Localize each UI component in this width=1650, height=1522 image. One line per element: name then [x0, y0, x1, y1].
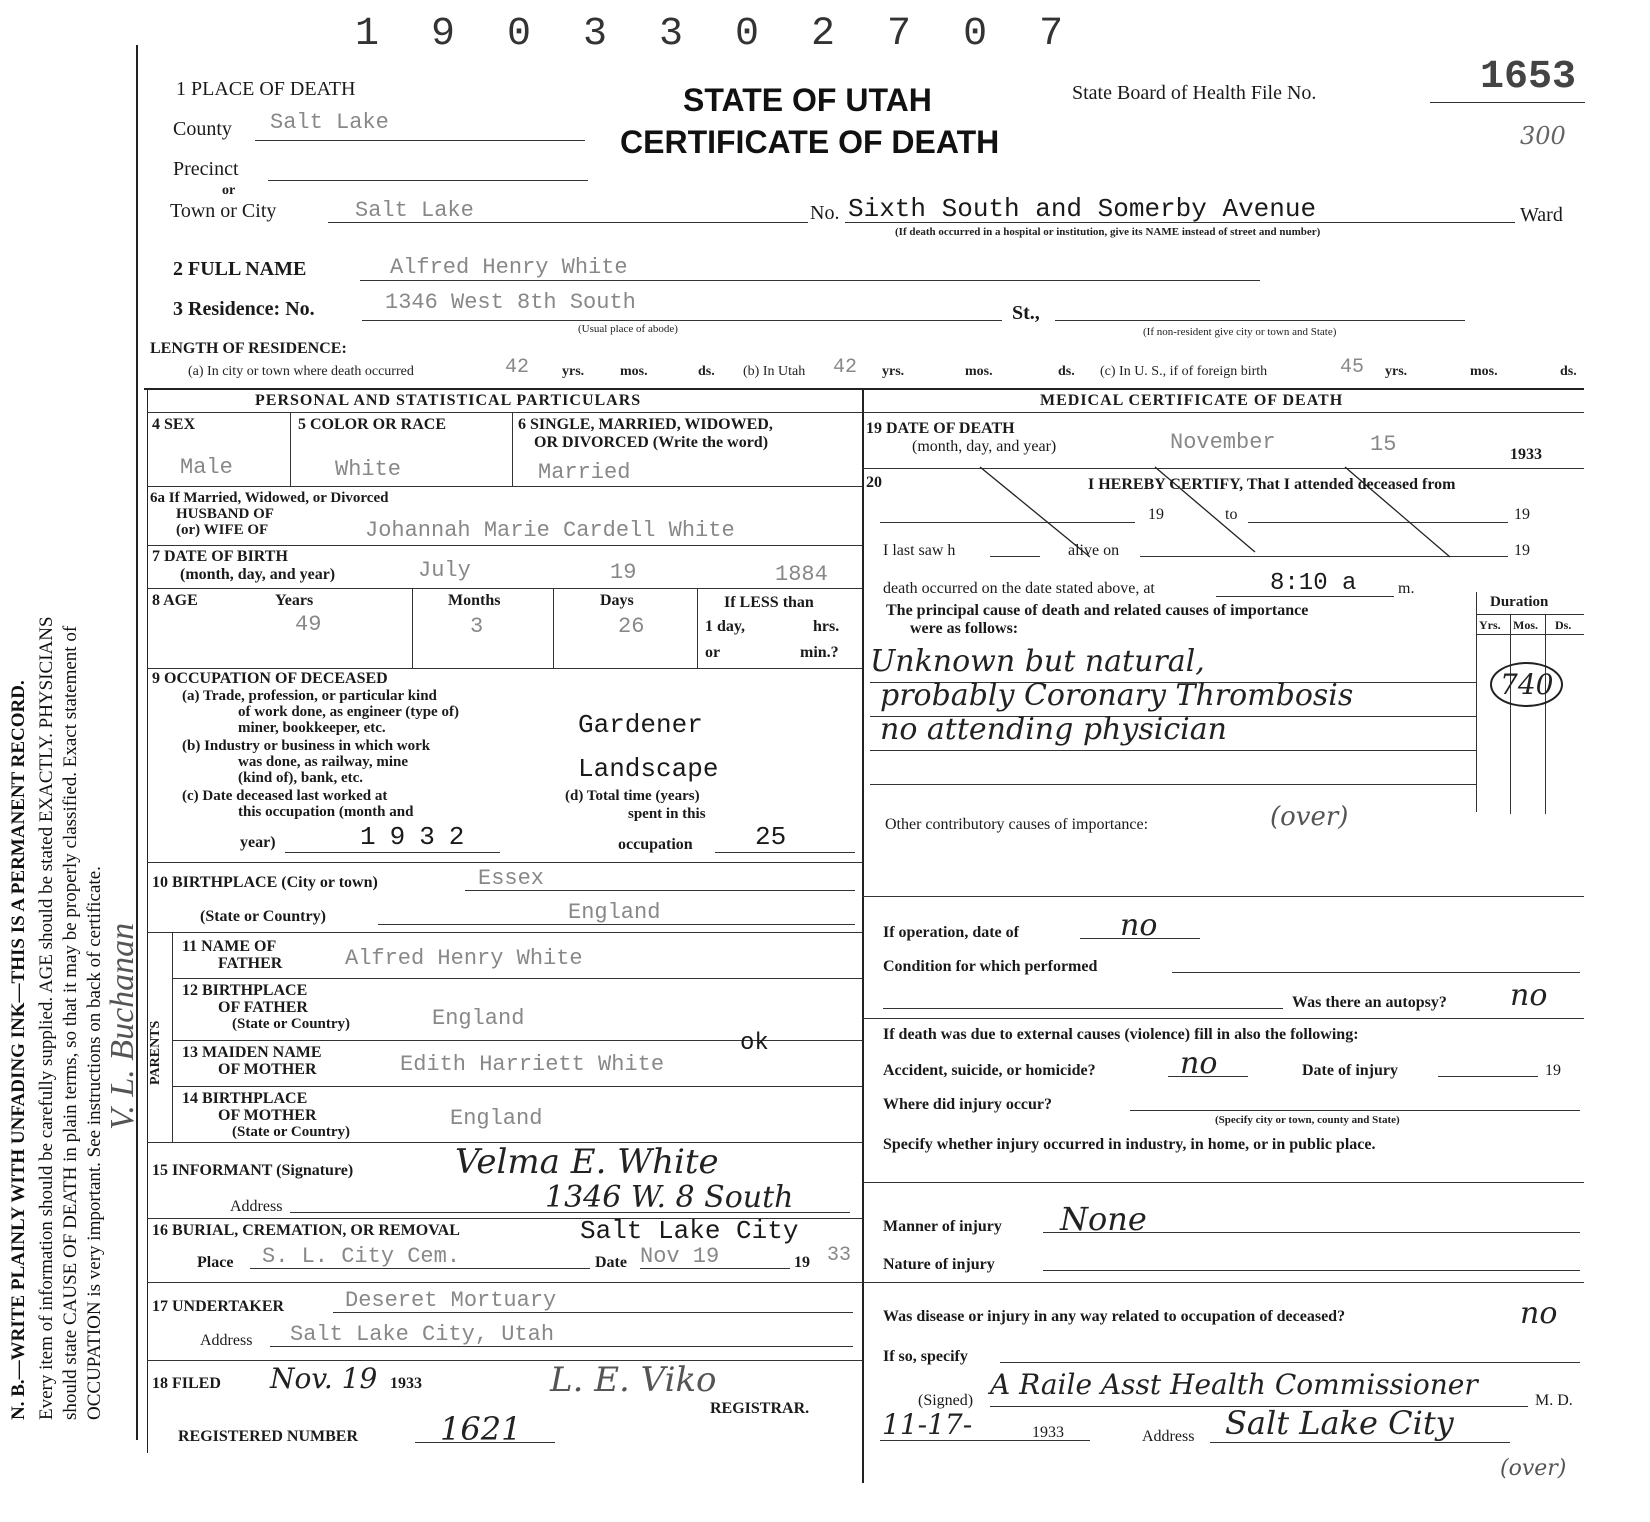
occ-b-label-3: (kind of), bank, etc.: [238, 770, 364, 786]
registrar-label: REGISTRAR.: [710, 1400, 810, 1417]
informant-signature: Velma E. White: [455, 1142, 719, 1182]
accident-label: Accident, suicide, or homicide?: [883, 1062, 1096, 1079]
father-bp-label-3: (State or Country): [232, 1016, 351, 1032]
duration-ds-label: Ds.: [1555, 618, 1572, 632]
filed-year: 1933: [390, 1375, 422, 1392]
or-min-label: or: [705, 644, 721, 661]
side-note-line1: N. B.—WRITE PLAINLY WITH UNFADING INK—THIS IS A PERMANENT RECORD.: [8, 680, 29, 1420]
related-label: Was disease or injury in any way related to occupation of deceased?: [883, 1308, 1346, 1325]
town-label: Town or City: [170, 200, 277, 222]
burial-value: Salt Lake City: [580, 1216, 799, 1246]
duration-mos-label: Mos.: [1513, 618, 1538, 632]
father-label-2: FATHER: [218, 955, 283, 972]
age-label: 8 AGE: [152, 592, 198, 609]
to-label: to: [1225, 506, 1238, 523]
hospital-note: (If death occurred in a hospital or institution, give its NAME instead of street and number): [895, 226, 1321, 238]
occ-b-label-2: was done, as railway, mine: [238, 754, 409, 770]
birthplace-state-label: (State or Country): [200, 908, 326, 925]
occupation-trade: Gardener: [578, 710, 703, 740]
certify-number: 20: [866, 474, 882, 491]
occupation-label: 9 OCCUPATION OF DECEASED: [152, 670, 388, 687]
yrs-label-b: yrs.: [882, 364, 905, 379]
physician-address: Salt Lake City: [1225, 1404, 1454, 1442]
informant-address-label: Address: [230, 1198, 283, 1215]
dod-year: 1933: [1510, 446, 1542, 463]
informant-label: 15 INFORMANT (Signature): [152, 1162, 354, 1179]
manner-label: Manner of injury: [883, 1218, 1002, 1235]
occ-a-label-1: (a) Trade, profession, or particular kind: [182, 688, 437, 704]
filed-date: Nov. 19: [270, 1362, 378, 1395]
color-label: 5 COLOR OR RACE: [298, 416, 447, 433]
dob-label-1: 7 DATE OF BIRTH: [152, 548, 288, 565]
father-name: Alfred Henry White: [345, 946, 583, 971]
burial-place-label: Place: [197, 1254, 234, 1271]
or-label: or: [222, 183, 236, 198]
registered-number: 1621: [440, 1410, 522, 1448]
father-bp-label-2: OF FATHER: [218, 999, 308, 1016]
personal-header: PERSONAL AND STATISTICAL PARTICULARS: [255, 392, 642, 409]
occ-d-label-2: spent in this: [628, 806, 706, 822]
mother-name: Edith Harriett White: [400, 1052, 665, 1077]
occ-c-label-2: this occupation (month and: [238, 804, 414, 820]
age-years: 49: [295, 612, 322, 637]
strike-lines: [970, 462, 1260, 562]
mos-label-c: mos.: [1470, 364, 1498, 379]
burial-date-label: Date: [595, 1254, 627, 1271]
usual-abode-note: (Usual place of abode): [578, 323, 678, 335]
place-label: 1 PLACE OF DEATH: [176, 78, 356, 100]
residence-label: 3 Residence: No.: [173, 298, 315, 320]
side-note-line2: Every item of information should be carefully supplied. AGE should be stated EXACTLY. PHYSICIANS: [36, 616, 57, 1420]
yrs-label-c: yrs.: [1385, 364, 1408, 379]
occ-c-label-3: year): [240, 834, 276, 851]
less-label: If LESS than: [724, 594, 814, 611]
marital-value: Married: [538, 460, 631, 485]
street-label: St.,: [1012, 302, 1040, 324]
specify-injury-label: Specify whether injury occurred in industry, in home, or in public place.: [883, 1136, 1376, 1153]
side-note-line3: should state CAUSE OF DEATH in plain terms, so that it may be properly classified. Exact statement of: [60, 625, 81, 1420]
injury-year-label: 19: [1545, 1062, 1561, 1079]
mother-bp-label-3: (State or Country): [232, 1124, 351, 1140]
operation-value: no: [1120, 908, 1158, 943]
nature-label: Nature of injury: [883, 1256, 995, 1273]
sex-value: Male: [180, 455, 233, 480]
birthplace-state: England: [568, 900, 661, 925]
medical-header: MEDICAL CERTIFICATE OF DEATH: [1040, 392, 1344, 409]
occ-d-label-1: (d) Total time (years): [565, 788, 700, 804]
undertaker-label: 17 UNDERTAKER: [152, 1298, 285, 1315]
burial-date: Nov 19: [640, 1244, 720, 1269]
if-so-label: If so, specify: [883, 1348, 968, 1365]
marital-label-1: 6 SINGLE, MARRIED, WIDOWED,: [518, 416, 773, 433]
dob-year: 1884: [775, 562, 828, 587]
certify-statement: I HEREBY CERTIFY, That I attended deceased from: [1088, 476, 1456, 493]
fullname-value: Alfred Henry White: [390, 255, 628, 280]
ds-label-b: ds.: [1058, 364, 1075, 379]
autopsy-label: Was there an autopsy?: [1292, 994, 1447, 1011]
hrs-label: hrs.: [813, 618, 840, 635]
residence-value: 1346 West 8th South: [385, 290, 636, 315]
signed-label: (Signed): [918, 1392, 974, 1409]
age-months: 3: [470, 614, 484, 639]
registrar-signature: L. E. Viko: [550, 1360, 717, 1400]
dod-label-2: (month, day, and year): [912, 438, 1057, 455]
related-value: no: [1520, 1296, 1558, 1331]
precinct-label: Precinct: [173, 158, 239, 180]
spouse-value: Johannah Marie Cardell White: [365, 518, 735, 543]
file-label: State Board of Health File No.: [1072, 82, 1317, 104]
duration-yrs-label: Yrs.: [1479, 618, 1501, 632]
mos-label-b: mos.: [965, 364, 993, 379]
no-label: No.: [810, 202, 840, 224]
ok-mark: ok: [740, 1030, 769, 1057]
cause-line-2: probably Coronary Thrombosis: [880, 678, 1354, 713]
undertaker-address-label: Address: [200, 1332, 253, 1349]
occurred-label: death occurred on the date stated above, at: [883, 580, 1155, 597]
length-label: LENGTH OF RESIDENCE:: [150, 340, 347, 357]
length-utah-value: 42: [833, 356, 858, 379]
dod-label-1: 19 DATE OF DEATH: [866, 420, 1015, 437]
county-value: Salt Lake: [270, 110, 389, 135]
ward-label: Ward: [1520, 204, 1563, 226]
filed-label: 18 FILED: [152, 1375, 221, 1392]
cause-line-3: no attending physician: [880, 712, 1227, 747]
dob-day: 19: [610, 560, 637, 585]
occ-d-label-3: occupation: [618, 836, 693, 853]
where-injury-label: Where did injury occur?: [883, 1096, 1053, 1113]
town-value: Salt Lake: [355, 198, 474, 223]
alive-year-label: 19: [1514, 542, 1530, 559]
mother-bp-label-1: 14 BIRTHPLACE: [182, 1090, 308, 1107]
place-address: Sixth South and Somerby Avenue: [848, 194, 1317, 224]
physician-address-label: Address: [1142, 1428, 1195, 1445]
burial-year: 33: [827, 1244, 852, 1267]
title-certificate: CERTIFICATE OF DEATH: [620, 124, 1000, 160]
cause-label-1: The principal cause of death and related causes of importance: [886, 602, 1309, 619]
to-year-label: 19: [1514, 506, 1530, 523]
spouse-label-1: 6a If Married, Widowed, or Divorced: [150, 490, 389, 506]
undertaker-address: Salt Lake City, Utah: [290, 1322, 555, 1347]
length-city-label: (a) In city or town where death occurred: [188, 364, 414, 379]
burial-place: S. L. City Cem.: [262, 1244, 461, 1269]
form-left-border: [136, 45, 138, 1440]
ds-label-a: ds.: [698, 364, 715, 379]
file-subnumber: 300: [1520, 122, 1566, 150]
occ-a-label-3: miner, bookkeeper, etc.: [238, 720, 386, 736]
informant-address: 1346 W. 8 South: [545, 1180, 794, 1215]
occupation-years: 25: [755, 822, 787, 852]
alive-on-label: alive on: [1068, 542, 1120, 559]
marital-label-2: OR DIVORCED (Write the word): [534, 434, 769, 451]
length-utah-label: (b) In Utah: [743, 364, 806, 379]
occ-a-label-2: of work done, as engineer (type of): [238, 704, 459, 720]
injury-date-label: Date of injury: [1302, 1062, 1398, 1079]
manner-value: None: [1060, 1200, 1147, 1238]
dob-label-2: (month, day, and year): [180, 566, 336, 583]
length-us-value: 45: [1340, 356, 1365, 379]
birthplace-label: 10 BIRTHPLACE (City or town): [152, 874, 378, 891]
dob-month: July: [418, 558, 471, 583]
min-label: min.?: [800, 644, 839, 661]
days-label: Days: [600, 592, 634, 609]
parents-label: PARENTS: [148, 1020, 163, 1085]
dod-day: 15: [1370, 432, 1397, 457]
mother-bp-label-2: OF MOTHER: [218, 1107, 317, 1124]
nonresident-note: (If non-resident give city or town and State): [1143, 326, 1337, 338]
father-bp-label-1: 12 BIRTHPLACE: [182, 982, 308, 999]
death-time: 8:10 a: [1270, 570, 1357, 597]
fullname-label: 2 FULL NAME: [173, 258, 307, 280]
burial-label: 16 BURIAL, CREMATION, OR REMOVAL: [152, 1222, 460, 1239]
md-label: M. D.: [1535, 1392, 1573, 1409]
mother-label-1: 13 MAIDEN NAME: [182, 1044, 322, 1061]
cause-code: 740: [1490, 662, 1563, 707]
last-worked-year: 1932: [360, 822, 479, 852]
over-note: (over): [1500, 1456, 1567, 1481]
spouse-label-3: (or) WIFE OF: [176, 522, 269, 538]
autopsy-value: no: [1510, 978, 1548, 1013]
cause-line-1: Unknown but natural,: [870, 644, 1205, 679]
from-year-label: 19: [1148, 506, 1164, 523]
cause-label-2: were as follows:: [910, 620, 1019, 637]
color-value: White: [335, 457, 402, 482]
length-city-value: 42: [505, 356, 530, 379]
side-note-line4: OCCUPATION is very important. See instructions on back of certificate.: [84, 866, 105, 1420]
mother-birthplace: England: [450, 1106, 543, 1131]
external-causes-label: If death was due to external causes (violence) fill in also the following:: [883, 1026, 1359, 1043]
occupation-industry: Landscape: [578, 754, 719, 784]
dod-month: November: [1170, 430, 1276, 455]
accident-value: no: [1180, 1046, 1218, 1081]
file-number: 1653: [1480, 55, 1577, 100]
county-label: County: [173, 118, 232, 140]
occ-b-label-1: (b) Industry or business in which work: [182, 738, 431, 754]
margin-signature: V. L. Buchanan: [104, 922, 141, 1130]
father-label-1: 11 NAME OF: [182, 938, 277, 955]
undertaker-name: Deseret Mortuary: [345, 1288, 557, 1313]
burial-year-prefix: 19: [794, 1254, 810, 1271]
physician-signature: A Raile Asst Health Commissioner: [990, 1368, 1478, 1401]
birthplace-city: Essex: [478, 866, 545, 891]
mos-label-a: mos.: [620, 364, 648, 379]
other-causes-value: (over): [1270, 802, 1349, 832]
sign-date: 11-17-: [882, 1408, 973, 1441]
mother-label-2: OF MOTHER: [218, 1061, 317, 1078]
age-days: 26: [618, 614, 645, 639]
one-day-label: 1 day,: [705, 618, 746, 635]
other-causes-label: Other contributory causes of importance:: [885, 816, 1149, 833]
father-birthplace: England: [432, 1006, 525, 1031]
serial-number: 1 9 0 3 3 0 2 7 0 7: [355, 12, 1078, 57]
ds-label-c: ds.: [1560, 364, 1577, 379]
months-label: Months: [448, 592, 501, 609]
sex-label: 4 SEX: [152, 416, 196, 433]
meridiem-label: m.: [1398, 580, 1415, 597]
last-saw-label: I last saw h: [883, 542, 956, 559]
operation-label: If operation, date of: [883, 924, 1019, 941]
where-injury-note: (Specify city or town, county and State): [1215, 1114, 1400, 1126]
sign-year: 1933: [1032, 1424, 1064, 1441]
occ-c-label-1: (c) Date deceased last worked at: [182, 788, 388, 804]
yrs-label-a: yrs.: [562, 364, 585, 379]
registered-number-label: REGISTERED NUMBER: [178, 1428, 359, 1445]
years-label: Years: [275, 592, 314, 609]
length-us-label: (c) In U. S., if of foreign birth: [1100, 364, 1268, 379]
condition-label: Condition for which performed: [883, 958, 1098, 975]
title-state: STATE OF UTAH: [683, 82, 932, 118]
duration-label: Duration: [1490, 594, 1549, 610]
strike-line-right: [1340, 462, 1460, 562]
spouse-label-2: HUSBAND OF: [176, 506, 274, 522]
